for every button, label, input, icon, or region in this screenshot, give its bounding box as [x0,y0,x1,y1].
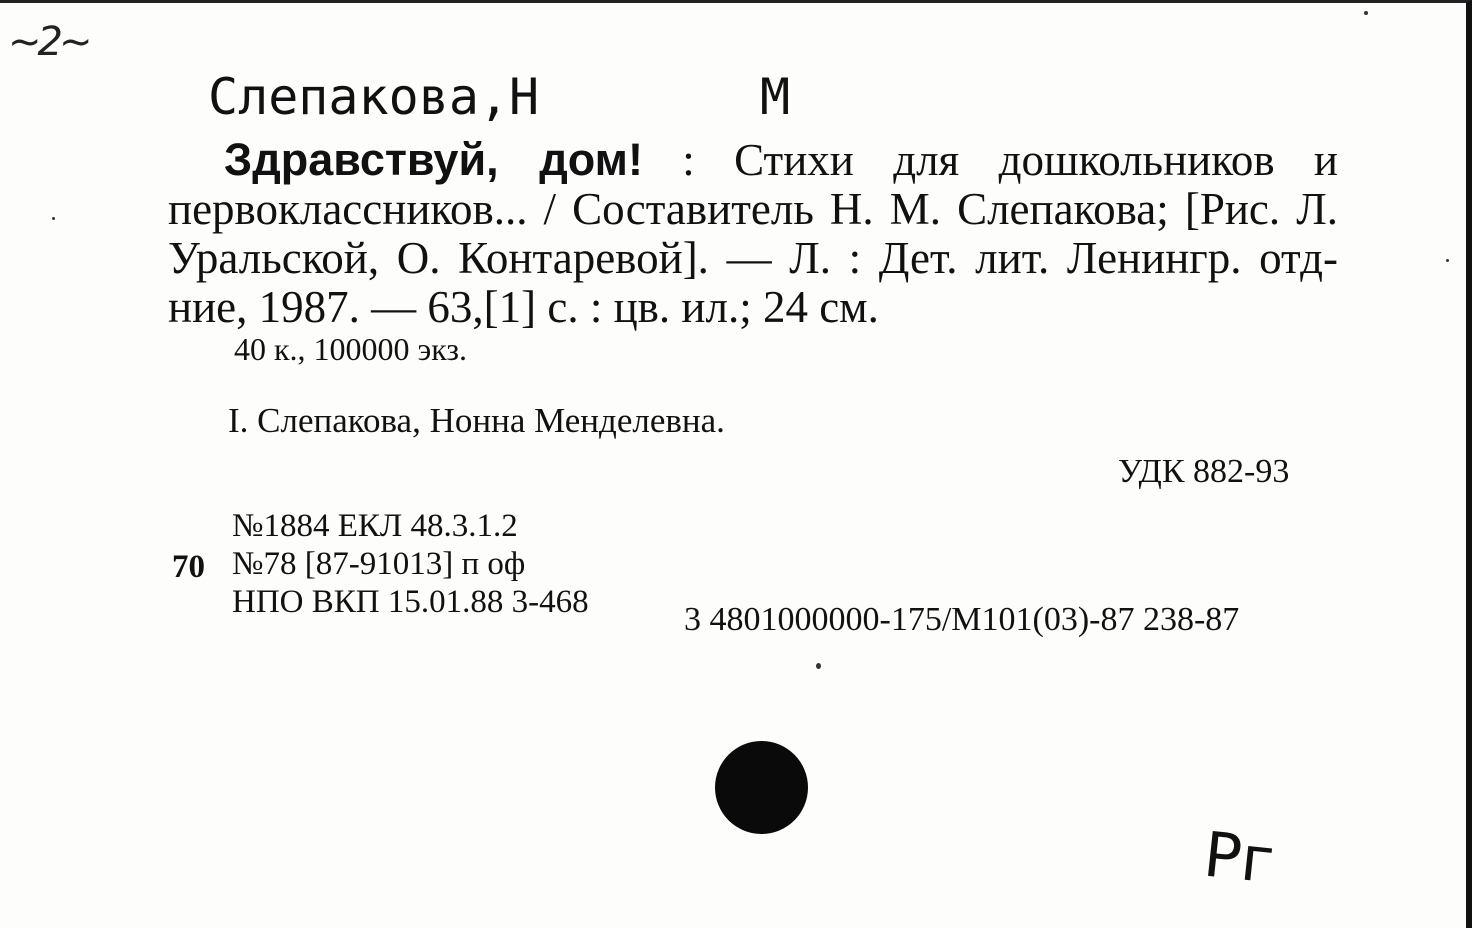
price-and-print-run: 40 к., 100000 экз. [234,331,468,367]
ink-speck [816,663,821,669]
author-heading: Слепакова,Н [208,68,540,126]
handwritten-corner-mark: ~2~ [8,19,89,65]
left-margin-number: 70 [172,549,205,585]
ink-speck [1446,259,1449,262]
catalog-number-line: 3 4801000000-175/М101(03)-87 238-87 [684,601,1240,638]
card-heading [208,67,908,127]
production-line-2: №78 [87-91013] п оф [232,546,526,582]
production-notes [232,507,589,621]
bibliographic-description: : Стихи для дошкольников и первоклассников... / Составитель Н. М. Слепакова; [Рис. Л. Уральской, О. Контаревой]. — Л. : Дет. лит. Ленингр. отд-ние, 1987. — 63,[1] с. : цв. ил.; 24 см. [168,135,1338,332]
book-title: Здравствуй, дом! [224,134,643,185]
handwritten-note: Рг [1200,817,1278,898]
author-code: М [760,68,791,126]
bibliographic-entry [168,135,1338,332]
ink-speck [52,217,55,220]
udk-classification: УДК 882-93 [1118,453,1290,490]
production-line-3: НПО ВКП 15.01.88 3-468 [232,584,589,620]
added-entry-tracing: I. Слепакова, Нонна Менделевна. [228,401,725,440]
punched-hole [715,741,808,834]
production-line-1: №1884 ЕКЛ 48.3.1.2 [232,508,518,544]
ink-speck [1364,11,1368,15]
